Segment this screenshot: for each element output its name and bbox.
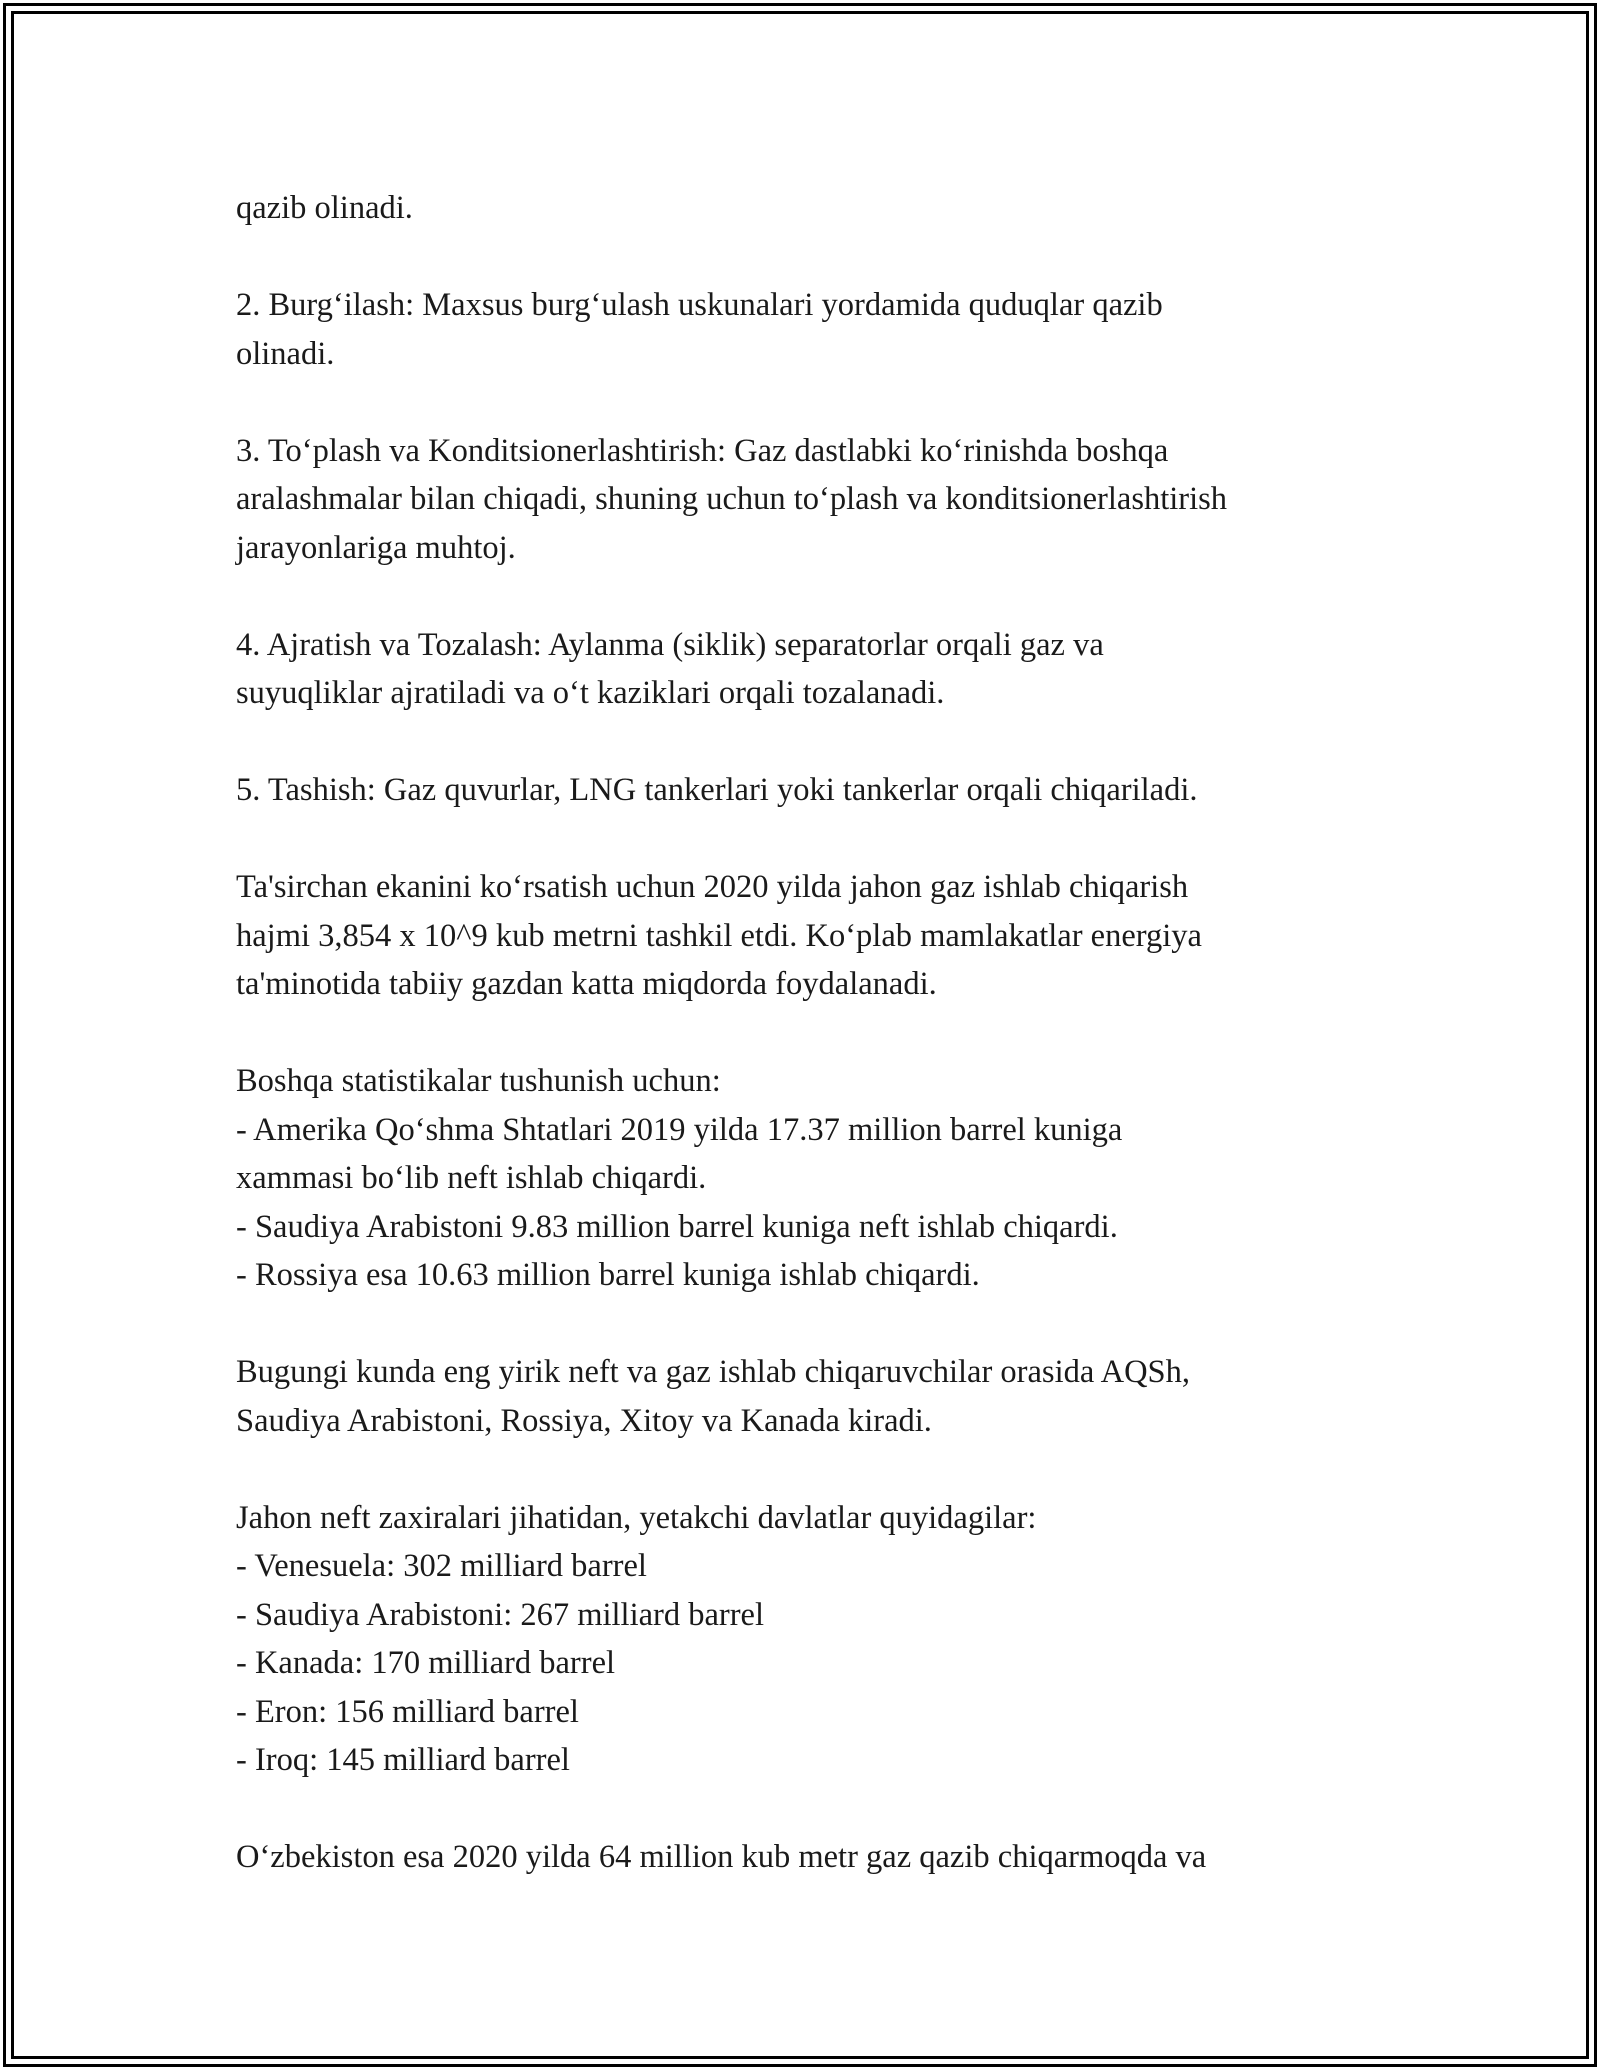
text-line: jarayonlariga muhtoj. — [236, 529, 516, 566]
text-line: olinadi. — [236, 335, 335, 372]
paragraph — [236, 1057, 1376, 1300]
paragraph — [236, 621, 1376, 718]
text-line: xammasi bo‘lib neft ishlab chiqardi. — [236, 1160, 707, 1196]
paragraph — [236, 1348, 1376, 1445]
text-line: aralashmalar bilan chiqadi, shuning uchun to‘plash va konditsionerlashtirish — [236, 481, 1228, 517]
text-line: Saudiya Arabistoni, Rossiya, Xitoy va Kanada kiradi. — [236, 1402, 932, 1439]
text-line: Jahon neft zaxiralari jihatidan, yetakchi davlatlar quyidagilar: — [236, 1499, 1037, 1536]
paragraph — [236, 766, 1376, 815]
text-line: - Venesuela: 302 milliard barrel — [236, 1548, 647, 1584]
paragraph — [236, 281, 1376, 378]
text-line: Ta'sirchan ekanini ko‘rsatish uchun 2020 yilda jahon gaz ishlab chiqarish — [236, 869, 1189, 905]
paragraph — [236, 427, 1376, 573]
paragraph — [236, 863, 1376, 1009]
text-line: - Saudiya Arabistoni 9.83 million barrel kuniga neft ishlab chiqardi. — [236, 1208, 1118, 1245]
text-line: - Saudiya Arabistoni: 267 milliard barrel — [236, 1596, 765, 1633]
paragraph — [236, 1494, 1376, 1785]
text-line: Bugungi kunda eng yirik neft va gaz ishlab chiqaruvchilar orasida AQSh, — [236, 1354, 1191, 1390]
document-body — [236, 184, 1376, 1930]
text-line: - Rossiya esa 10.63 million barrel kuniga ishlab chiqardi. — [236, 1257, 980, 1293]
text-line: 4. Ajratish va Tozalash: Aylanma (siklik) separatorlar orqali gaz va — [236, 626, 1104, 663]
text-line: 3. To‘plash va Konditsionerlashtirish: Gaz dastlabki ko‘rinishda boshqa — [236, 432, 1169, 469]
text-line: hajmi 3,854 x 10^9 kub metrni tashkil etdi. Ko‘plab mamlakatlar energiya — [236, 917, 1202, 954]
text-line: - Iroq: 145 milliard barrel — [236, 1742, 570, 1778]
text-line: Boshqa statistikalar tushunish uchun: — [236, 1063, 721, 1099]
text-line: - Eron: 156 milliard barrel — [236, 1693, 579, 1730]
text-line: - Amerika Qo‘shma Shtatlari 2019 yilda 17.37 million barrel kuniga — [236, 1111, 1123, 1148]
text-line: 2. Burg‘ilash: Maxsus burg‘ulash uskunalari yordamida quduqlar qazib — [236, 287, 1163, 323]
text-line: O‘zbekiston esa 2020 yilda 64 million kub metr gaz qazib chiqarmoqda va — [236, 1839, 1207, 1875]
text-line: ta'minotida tabiiy gazdan katta miqdorda foydalanadi. — [236, 966, 937, 1002]
text-line: 5. Tashish: Gaz quvurlar, LNG tankerlari yoki tankerlar orqali chiqariladi. — [236, 772, 1198, 808]
text-line: - Kanada: 170 milliard barrel — [236, 1645, 616, 1681]
text-line: qazib olinadi. — [236, 190, 413, 226]
paragraph — [236, 1833, 1376, 1882]
paragraph — [236, 184, 1376, 233]
text-line: suyuqliklar ajratiladi va o‘t kaziklari orqali tozalanadi. — [236, 675, 945, 711]
